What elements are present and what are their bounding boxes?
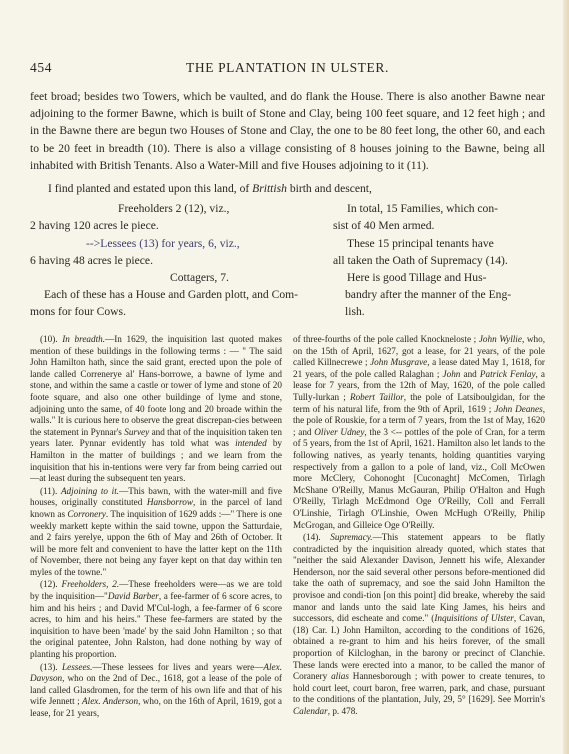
final-left — [30, 286, 340, 320]
footnote-11: (11). Adjoining to it.—This bawn, with the water-mill and five houses, originally constituted Hansborrow, in the parcel of land known as Corronery. The inquisition of 1629 adds :—" There is one weekly markett kepte within the said towne, uppon the Satturdaie, and 2 fairs yerelye, uppon the 6th of May and 26th of October. It will be more felt and convenient to have the latter kept on the 11th of November, there not being any fayer kept on that day within ten myles of the towne." — [30, 485, 282, 577]
list-item: bandry after the manner of the Eng- — [345, 288, 512, 302]
list-item: lish. — [345, 305, 365, 319]
list-item: all taken the Oath of Supremacy (14). — [333, 253, 508, 267]
para2-start: I find planted and estated upon this land, of — [48, 182, 253, 196]
list-item: These 15 principal tenants have — [347, 236, 494, 250]
list-item: sist of 40 Men armed. — [333, 219, 435, 233]
footnote-13-continued: of three-fourths of the pole called Knockneloste ; John Wyllie, who, on the 15th of April, 1627, got a lease, for 21 years, of the pole called Killnecrewe ; John Musgrave, a lease dated May 1, 1618, for 21 years, of the pole called Ralaghan ; John and Patrick Fenlay, a lease for 7 years, from the 12th of May, 1620, of the pole called Tully-lurkan ; Robert Taillor, the pole of Latsiboulgidan, for the term of his natural life, from the 9th of April, 1619 ; John Deanes, the pole of Rouskie, for a term of 7 years, from the 1st of May, 1620 ; and Oliver Udney, the 3 <-- pottles of the pole of Cran, for a term of 5 years, from the 1st of April, 1621. Hamilton also let lands to the following natives, as yearly tenants, holding quantities varying respectively from a gallon to a pole of land, viz., Coll McOwen more McClery, Cohonoght [Cuconaght] McComen, Tirlagh McShane O'Reilly, Manus McGauran, Philip O'Halton and Hugh O'Reilly, Tirlagh McEdmond Oge O'Reilly, Coll and Ferrall O'Linshie, Tirlagh O'Linshie, Owen McHugh O'Reilly, Philip McGrogan, and Gilleice Oge O'Reilly. — [293, 334, 546, 530]
para2-italic: Brittish — [252, 182, 287, 196]
running-title: THE PLANTATION IN ULSTER. — [186, 60, 389, 75]
paragraph-2 — [30, 180, 545, 197]
list-item: Freeholders 2 (12), viz., — [118, 202, 230, 216]
list-item: In total, 15 Families, which con- — [347, 202, 499, 216]
list-item: Cottagers, 7. — [170, 271, 229, 285]
paragraph-1: feet broad; besides two Towers, which be vaulted, and do flank the House. There is also another Bawne near adjoining to the former Bawne, which is built of Stone and Clay, being 100 feet square, and 12 feet high ; and in the Bawne there are begun two Houses of Stone and Clay, the one to be 80 feet long, the other 60, and each to be 20 feet in breadth (10). There is also a village consisting of 8 houses joining to the Bawne, being all inhabited with British Tenants. Also a Water-Mill and five Houses adjoining to it (11). — [30, 90, 545, 172]
list-item: 6 having 48 acres le piece. — [30, 253, 153, 267]
footnote-13: (13). Lessees.—These lessees for lives and years were—Alex. Davyson, who on the 2nd of Dec., 1618, got a lease of the pole of land called Glasdromen, for the term of his own life and that of his wife Jennett ; Alex. Anderson, who, on the 16th of April, 1619, got a lease, for 21 years, — [30, 661, 283, 718]
list-item: Each of these has a House and Garden plott, and Com- — [44, 288, 299, 302]
footnote-10: (10). In breadth.—In 1629, the inquisition last quoted makes mention of these buildings in the following terms : — " The said John Hamilton hath, since the said grant, erected upon the pole of lande called Correneryе al' Hans-borrowe, a bawne of lyme and stone, and within the same a castle or tower of lyme and stone of 20 foote square, and also one other buildinge of lyme and stone, adjoining unto the same, of 40 foote long and 20 broade within the walls." It is curious here to observe the great discrepan-cies between the statement in Pynnar's Survey and that of the inquisition taken ten years later. Pynnar evidently has told what was intended by Hamilton in the matter of buildings ; and we learn from the inquisition that his in-tentions were very far from being carried out—at least during the subsequent ten years. — [30, 334, 283, 484]
list-item: -->Lessees (13) for years, 6, viz., — [86, 236, 240, 250]
list-item: mons for four Cows. — [30, 305, 126, 319]
page-edge — [563, 0, 569, 754]
final-right — [345, 286, 545, 320]
tenant-list-right — [333, 200, 545, 286]
para2-end: birth and descent, — [286, 182, 372, 196]
tenant-summary-end — [30, 286, 545, 320]
footnotes — [30, 334, 545, 721]
list-item: 2 having 120 acres le piece. — [30, 219, 159, 233]
footnotes-left — [30, 334, 282, 721]
list-item: Here is good Tillage and Hus- — [347, 271, 487, 285]
footnotes-right — [293, 334, 545, 721]
tenant-list-left — [30, 200, 320, 286]
tenant-summary — [30, 200, 545, 286]
footnote-12: (12). Freeholders, 2.—These freeholders were—as we are told by the inquisition—"David Barber, a fee-farmer of 6 score acres, to him and his heirs ; and David M'Cul-logh, a fee-farmer of 6 score acres, to him and his heirs." These fee-farmers are stated by the inquisition to have been 'made' by the said John Hamilton ; so that the original patentee, John Ralston, had done nothing by way of planting his proportion. — [30, 579, 282, 660]
main-text — [30, 88, 545, 321]
page-number: 454 — [30, 60, 53, 75]
footnote-14: (14). Supremacy.—This statement appears to be flatly contradicted by the inquisition already quoted, which states that "neither the said Alexander Davison, Jennett his wife, Alexander Henderson, nor the said several other persons before-mentioned did take the oath of supremacy, and soe the said John Hamilton the provisoe and condi-tion [on this point] did breake, whereby the said manor and lands unto the said late King James, his heirs and successors, did escheate and come." (Inquisitions of Ulster, Cavan, (18) Car. I.) John Hamilton, according to the conditions of 1626, obtained a re-grant to him and his heirs forever, of the small proportion of Kilcloghan, in the barony or precinct of Clanchie. These lands were erected into a manor, to be called the manor of Coranery alias Hannesborough ; with power to create tenures, to hold court leet, court baron, free warren, park, and chase, pursuant to the conditions of the plantation, July, 29, 5° [1629]. See Morrin's Calendar, p. 478. — [293, 532, 545, 716]
